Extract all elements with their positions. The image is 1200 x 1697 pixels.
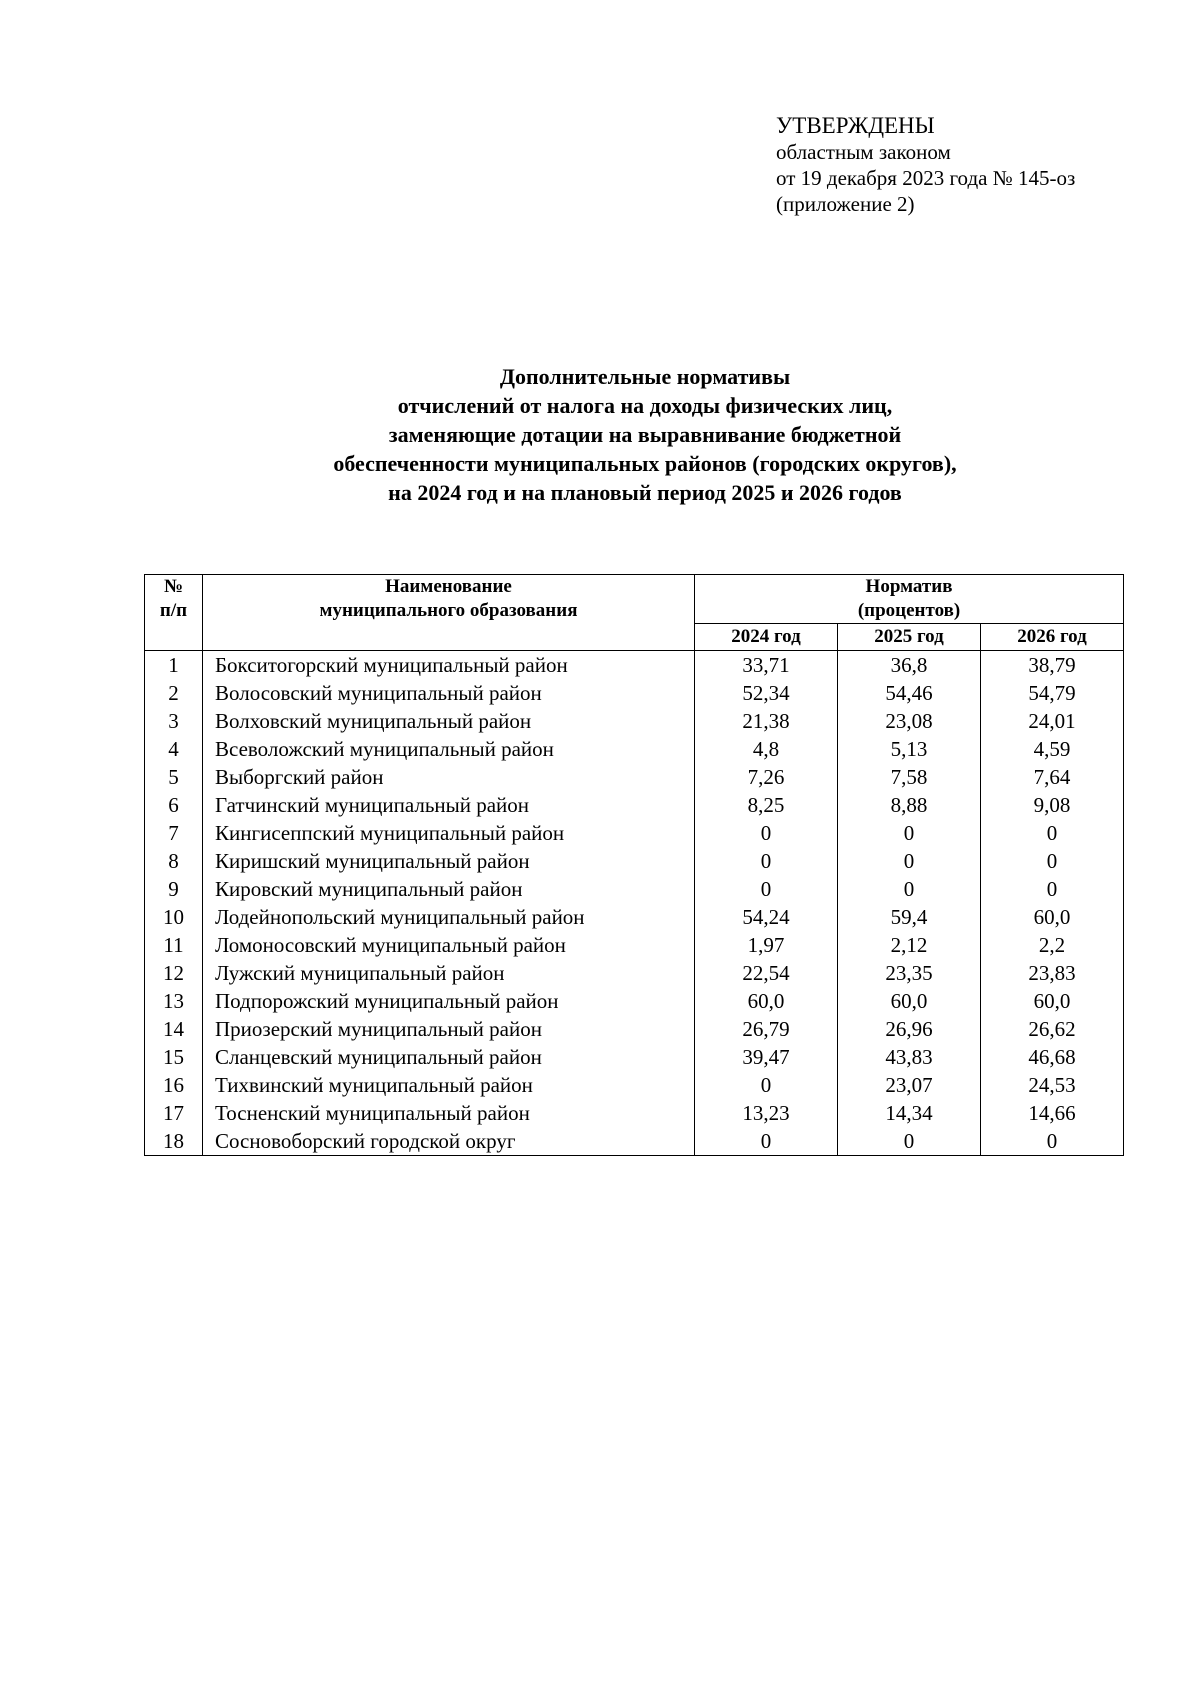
- title-line: отчислений от налога на доходы физических лиц,: [397, 393, 893, 418]
- norm-2026: 38,79: [981, 651, 1124, 680]
- norm-2026: 14,66: [981, 1099, 1124, 1127]
- row-number: 15: [145, 1043, 203, 1071]
- norm-2025: 0: [838, 1127, 981, 1156]
- norm-2025: 2,12: [838, 931, 981, 959]
- norm-2026: 9,08: [981, 791, 1124, 819]
- norm-2026: 24,53: [981, 1071, 1124, 1099]
- table-row: [145, 651, 1124, 680]
- table-header: [145, 575, 1124, 651]
- municipality-name: Кингисеппский муниципальный район: [203, 819, 695, 847]
- norm-2024: 7,26: [695, 763, 838, 791]
- row-number: 7: [145, 819, 203, 847]
- header-year-2025: 2025 год: [838, 624, 981, 651]
- norm-2024: 0: [695, 1071, 838, 1099]
- row-number: 5: [145, 763, 203, 791]
- norm-2024: 8,25: [695, 791, 838, 819]
- norm-2025: 54,46: [838, 679, 981, 707]
- norm-2024: 0: [695, 875, 838, 903]
- municipality-name: Подпорожский муниципальный район: [203, 987, 695, 1015]
- table-row: [145, 931, 1124, 959]
- table-row: [145, 1127, 1124, 1156]
- norm-2024: 54,24: [695, 903, 838, 931]
- municipality-name: Приозерский муниципальный район: [203, 1015, 695, 1043]
- title-line: обеспеченности муниципальных районов (городских округов),: [333, 451, 957, 476]
- norms-table: [144, 574, 1124, 1156]
- norm-2025: 43,83: [838, 1043, 981, 1071]
- approval-stamp: [776, 112, 1075, 217]
- norm-2025: 23,35: [838, 959, 981, 987]
- table-row: [145, 1043, 1124, 1071]
- appendix-label: (приложение 2): [776, 192, 915, 216]
- norm-2025: 0: [838, 875, 981, 903]
- table-row: [145, 819, 1124, 847]
- header-year-2024: 2024 год: [695, 624, 838, 651]
- norm-2024: 39,47: [695, 1043, 838, 1071]
- municipality-name: Сланцевский муниципальный район: [203, 1043, 695, 1071]
- row-number: 3: [145, 707, 203, 735]
- row-number: 6: [145, 791, 203, 819]
- table-row: [145, 679, 1124, 707]
- norm-2024: 0: [695, 1127, 838, 1156]
- norm-2025: 8,88: [838, 791, 981, 819]
- row-number: 17: [145, 1099, 203, 1127]
- row-number: 8: [145, 847, 203, 875]
- norm-2024: 26,79: [695, 1015, 838, 1043]
- norm-2026: 0: [981, 819, 1124, 847]
- row-number: 13: [145, 987, 203, 1015]
- row-number: 10: [145, 903, 203, 931]
- norm-2024: 33,71: [695, 651, 838, 680]
- norm-2026: 0: [981, 875, 1124, 903]
- title-line: заменяющие дотации на выравнивание бюджетной: [388, 422, 902, 447]
- row-number: 2: [145, 679, 203, 707]
- norm-2026: 26,62: [981, 1015, 1124, 1043]
- norm-2024: 0: [695, 819, 838, 847]
- norm-2026: 7,64: [981, 763, 1124, 791]
- header-norm: Норматив (процентов): [695, 575, 1124, 624]
- norm-2026: 4,59: [981, 735, 1124, 763]
- norm-2025: 7,58: [838, 763, 981, 791]
- table-row: [145, 791, 1124, 819]
- table-row: [145, 1015, 1124, 1043]
- row-number: 18: [145, 1127, 203, 1156]
- municipality-name: Выборгский район: [203, 763, 695, 791]
- municipality-name: Гатчинский муниципальный район: [203, 791, 695, 819]
- approved-label: УТВЕРЖДЕНЫ: [776, 113, 935, 138]
- table-row: [145, 735, 1124, 763]
- table-row: [145, 1071, 1124, 1099]
- table-row: [145, 1099, 1124, 1127]
- row-number: 11: [145, 931, 203, 959]
- table-row: [145, 847, 1124, 875]
- norm-2025: 23,07: [838, 1071, 981, 1099]
- municipality-name: Киришский муниципальный район: [203, 847, 695, 875]
- municipality-name: Волховский муниципальный район: [203, 707, 695, 735]
- norm-2026: 54,79: [981, 679, 1124, 707]
- row-number: 9: [145, 875, 203, 903]
- document-title: [150, 362, 1140, 507]
- norm-2024: 21,38: [695, 707, 838, 735]
- row-number: 4: [145, 735, 203, 763]
- norm-2025: 14,34: [838, 1099, 981, 1127]
- table-row: [145, 875, 1124, 903]
- norm-2024: 22,54: [695, 959, 838, 987]
- table-row: [145, 959, 1124, 987]
- norm-2026: 0: [981, 1127, 1124, 1156]
- table-row: [145, 903, 1124, 931]
- municipality-name: Тихвинский муниципальный район: [203, 1071, 695, 1099]
- header-number: № п/п: [145, 575, 203, 651]
- norm-2025: 36,8: [838, 651, 981, 680]
- row-number: 12: [145, 959, 203, 987]
- title-line: на 2024 год и на плановый период 2025 и 2026 годов: [388, 480, 902, 505]
- norm-2026: 46,68: [981, 1043, 1124, 1071]
- law-date: от 19 декабря 2023 года № 145-оз: [776, 166, 1076, 190]
- approved-by: областным законом: [776, 140, 951, 164]
- norm-2024: 52,34: [695, 679, 838, 707]
- norm-2026: 23,83: [981, 959, 1124, 987]
- norm-2024: 0: [695, 847, 838, 875]
- norm-2024: 60,0: [695, 987, 838, 1015]
- title-line: Дополнительные нормативы: [499, 364, 791, 389]
- norm-2025: 59,4: [838, 903, 981, 931]
- municipality-name: Лодейнопольский муниципальный район: [203, 903, 695, 931]
- norm-2024: 4,8: [695, 735, 838, 763]
- row-number: 16: [145, 1071, 203, 1099]
- norm-2025: 5,13: [838, 735, 981, 763]
- row-number: 14: [145, 1015, 203, 1043]
- header-year-2026: 2026 год: [981, 624, 1124, 651]
- municipality-name: Сосновоборский городской округ: [203, 1127, 695, 1156]
- norm-2026: 60,0: [981, 903, 1124, 931]
- municipality-name: Волосовский муниципальный район: [203, 679, 695, 707]
- norm-2026: 60,0: [981, 987, 1124, 1015]
- norm-2026: 2,2: [981, 931, 1124, 959]
- norm-2024: 13,23: [695, 1099, 838, 1127]
- municipality-name: Всеволожский муниципальный район: [203, 735, 695, 763]
- municipality-name: Лужский муниципальный район: [203, 959, 695, 987]
- norm-2025: 60,0: [838, 987, 981, 1015]
- row-number: 1: [145, 651, 203, 680]
- norm-2025: 0: [838, 847, 981, 875]
- header-municipality: Наименование муниципального образования: [203, 575, 695, 651]
- table-body: [145, 651, 1124, 1156]
- table-row: [145, 987, 1124, 1015]
- table-row: [145, 763, 1124, 791]
- municipality-name: Бокситогорский муниципальный район: [203, 651, 695, 680]
- norm-2024: 1,97: [695, 931, 838, 959]
- municipality-name: Кировский муниципальный район: [203, 875, 695, 903]
- norm-2025: 23,08: [838, 707, 981, 735]
- table-row: [145, 707, 1124, 735]
- norm-2026: 0: [981, 847, 1124, 875]
- municipality-name: Ломоносовский муниципальный район: [203, 931, 695, 959]
- norm-2025: 26,96: [838, 1015, 981, 1043]
- municipality-name: Тосненский муниципальный район: [203, 1099, 695, 1127]
- norm-2026: 24,01: [981, 707, 1124, 735]
- norm-2025: 0: [838, 819, 981, 847]
